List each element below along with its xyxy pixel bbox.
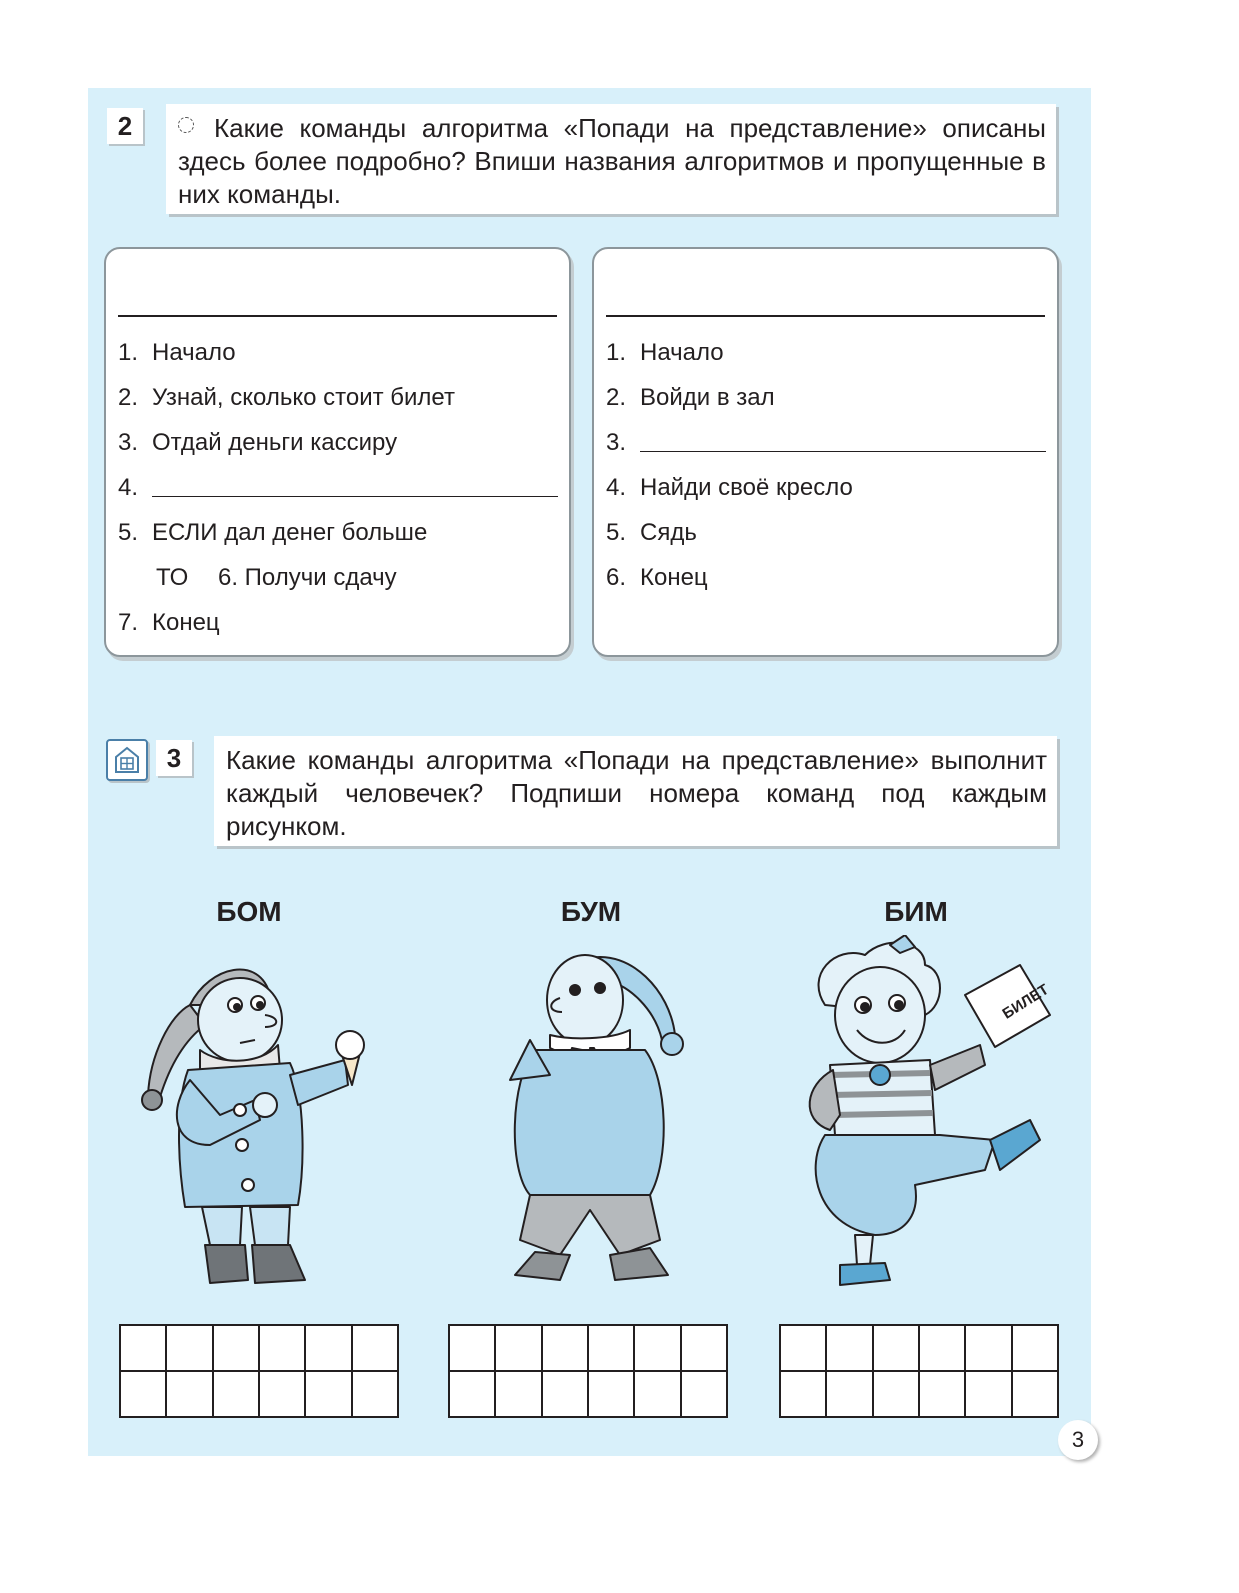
left-step-4: 4.	[118, 473, 558, 503]
character-name-bom: БОМ	[216, 896, 282, 927]
task-3-text-box	[214, 736, 1057, 846]
bom-figure	[130, 945, 390, 1295]
bum-figure	[490, 940, 700, 1300]
page-number: 3	[1058, 1420, 1098, 1460]
right-step-6: 6. Конец	[606, 564, 708, 591]
character-name-bim: БИМ	[884, 896, 948, 927]
right-step-3: 3.	[606, 428, 1046, 458]
right-step-2: 2. Войди в зал	[606, 384, 775, 411]
task-2-text-box	[166, 104, 1056, 214]
left-algorithm-box	[104, 247, 571, 657]
left-step-2: 2. Узнай, сколько стоит билет	[118, 384, 455, 411]
task-3-number: 3	[156, 740, 192, 776]
dashed-circle-icon	[178, 117, 194, 133]
answer-grid-bum[interactable]	[448, 1324, 728, 1418]
right-algorithm-box	[592, 247, 1059, 657]
character-name-bum: БУМ	[560, 896, 622, 927]
task-2-text: Какие команды алгоритма «Попади на представление» описаны здесь более подробно? Впиши названия алгоритмов и пропущенные в них команды.	[178, 113, 1046, 209]
right-step-1: 1. Начало	[606, 339, 724, 366]
answer-grid-bim[interactable]	[779, 1324, 1059, 1418]
left-algorithm-title-field[interactable]	[118, 315, 557, 317]
left-step-6: ТО 6. Получи сдачу	[156, 564, 397, 591]
home-task-icon	[106, 739, 148, 781]
right-algorithm-title-field[interactable]	[606, 315, 1045, 317]
left-step-3: 3. Отдай деньги кассиру	[118, 429, 398, 456]
answer-grid-bom[interactable]	[119, 1324, 399, 1418]
left-step-5: 5. ЕСЛИ дал денег больше	[118, 519, 428, 546]
left-step-1: 1. Начало	[118, 339, 236, 366]
bim-figure	[795, 935, 1065, 1295]
task-2-number: 2	[107, 108, 143, 144]
right-step-4: 4. Найди своё кресло	[606, 474, 853, 501]
ticket-text: БИЛЕТ	[999, 980, 1052, 1023]
left-step-7: 7. Конец	[118, 609, 220, 636]
left-step-4-blank[interactable]	[152, 476, 558, 497]
right-step-3-blank[interactable]	[640, 431, 1046, 452]
right-step-5: 5. Сядь	[606, 519, 697, 546]
task-3-text: Какие команды алгоритма «Попади на представление» выполнит каждый человечек? Подпиши номера команд под каждым рисунком.	[226, 745, 1047, 841]
